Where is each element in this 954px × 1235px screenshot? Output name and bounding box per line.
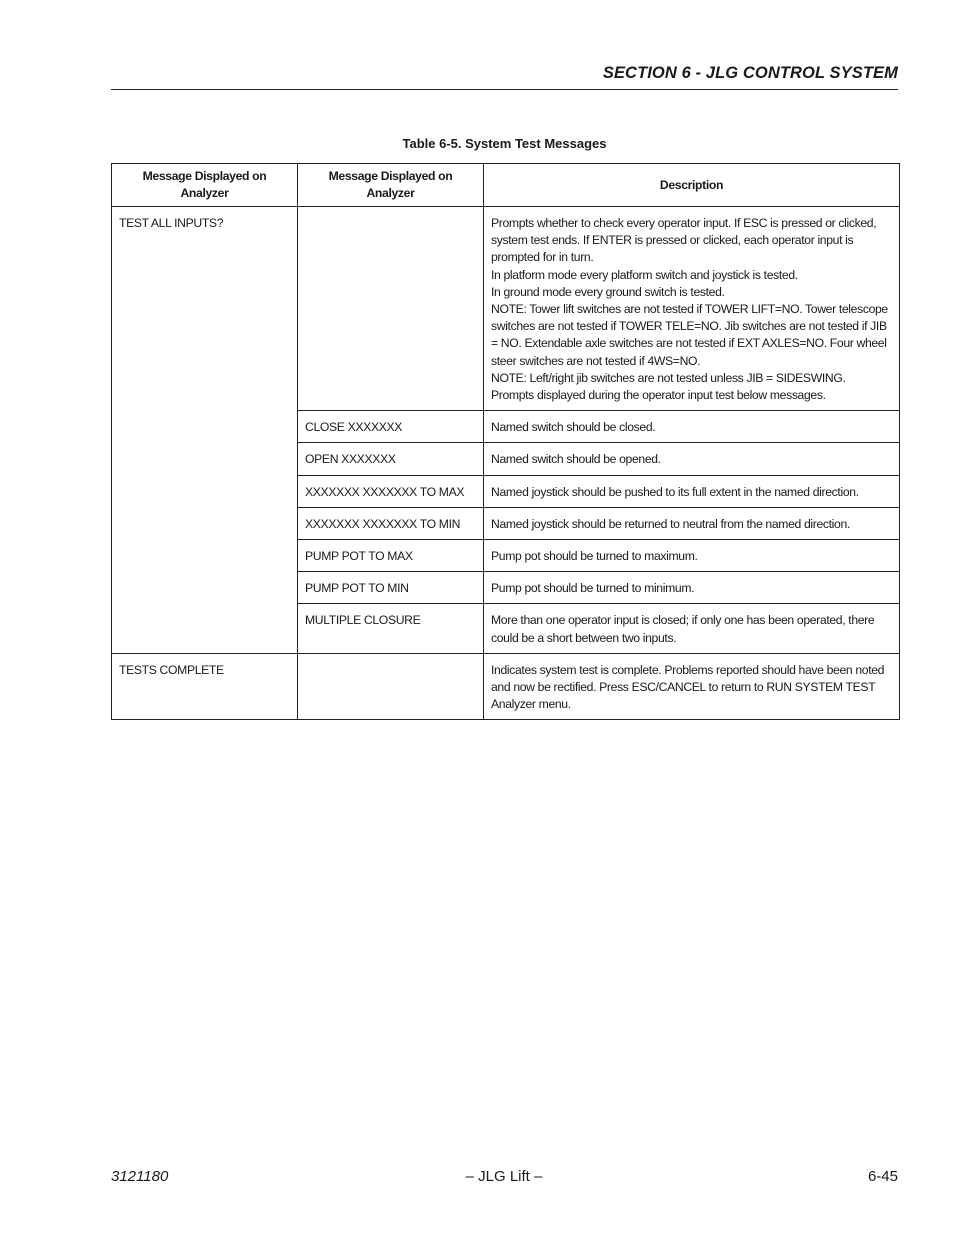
row-description: Pump pot should be turned to maximum.: [484, 540, 900, 572]
row-description: Named joystick should be returned to neutral from the named direction.: [484, 507, 900, 539]
description-line: Prompts displayed during the operator input test below messages.: [491, 388, 826, 403]
section-header: SECTION 6 - JLG CONTROL SYSTEM: [602, 64, 898, 82]
row-description: Pump pot should be turned to minimum.: [484, 572, 900, 604]
footer-page-number: 6-45: [867, 1168, 898, 1185]
row-message-test-all-inputs: TEST ALL INPUTS?: [112, 207, 298, 654]
table-title: Table 6-5. System Test Messages: [402, 136, 607, 151]
column-header-analyzer-2: Message Displayed on Analyzer: [298, 164, 484, 207]
row-description: Named switch should be opened.: [484, 443, 900, 475]
row-submessage: XXXXXXX XXXXXXX TO MAX: [298, 475, 484, 507]
row-description: Named switch should be closed.: [484, 411, 900, 443]
row-submessage: PUMP POT TO MAX: [298, 540, 484, 572]
row-submessage: CLOSE XXXXXXX: [298, 411, 484, 443]
table-header-row: [112, 164, 900, 207]
footer-publisher: – JLG Lift –: [465, 1168, 543, 1185]
row-submessage-empty: [298, 653, 484, 720]
row-submessage: OPEN XXXXXXX: [298, 443, 484, 475]
row-description: More than one operator input is closed; if only one has been operated, there could be a short between two inputs.: [484, 604, 900, 653]
description-line: In ground mode every ground switch is tested.: [491, 284, 725, 299]
row-submessage: MULTIPLE CLOSURE: [298, 604, 484, 653]
row-submessage: PUMP POT TO MIN: [298, 572, 484, 604]
system-test-messages-table: [111, 163, 900, 720]
column-header-description: Description: [484, 164, 900, 207]
header-rule: [111, 89, 898, 90]
row-submessage: XXXXXXX XXXXXXX TO MIN: [298, 507, 484, 539]
footer-doc-number: 3121180: [111, 1168, 169, 1185]
column-header-analyzer-1: Message Displayed on Analyzer: [112, 164, 298, 207]
row-description: Named joystick should be pushed to its full extent in the named direction.: [484, 475, 900, 507]
row-submessage-empty: [298, 207, 484, 411]
description-note: NOTE: Tower lift switches are not tested if TOWER LIFT=NO. Tower telescope switches are not tested if TOWER TELE=NO. Jib switches are not tested if JIB = NO. Extendable axle switches are not tested if EXT AXLES=NO. Four wheel steer switches are not tested if 4WS=NO.: [491, 302, 888, 368]
row-description-test-all-inputs: [484, 207, 900, 411]
description-line: Prompts whether to check every operator input. If ESC is pressed or clicked, system test ends. If ENTER is pressed or clicked, each operator input is prompted for in turn.: [491, 216, 877, 265]
table-row: [112, 653, 900, 720]
description-line: In platform mode every platform switch and joystick is tested.: [491, 267, 798, 282]
description-note: NOTE: Left/right jib switches are not tested unless JIB = SIDESWING.: [491, 370, 846, 385]
table-row: [112, 207, 900, 411]
row-message-tests-complete: TESTS COMPLETE: [112, 653, 298, 720]
row-description-tests-complete: Indicates system test is complete. Problems reported should have been noted and now be rectified. Press ESC/CANCEL to return to RUN SYSTEM TEST Analyzer menu.: [484, 653, 900, 720]
